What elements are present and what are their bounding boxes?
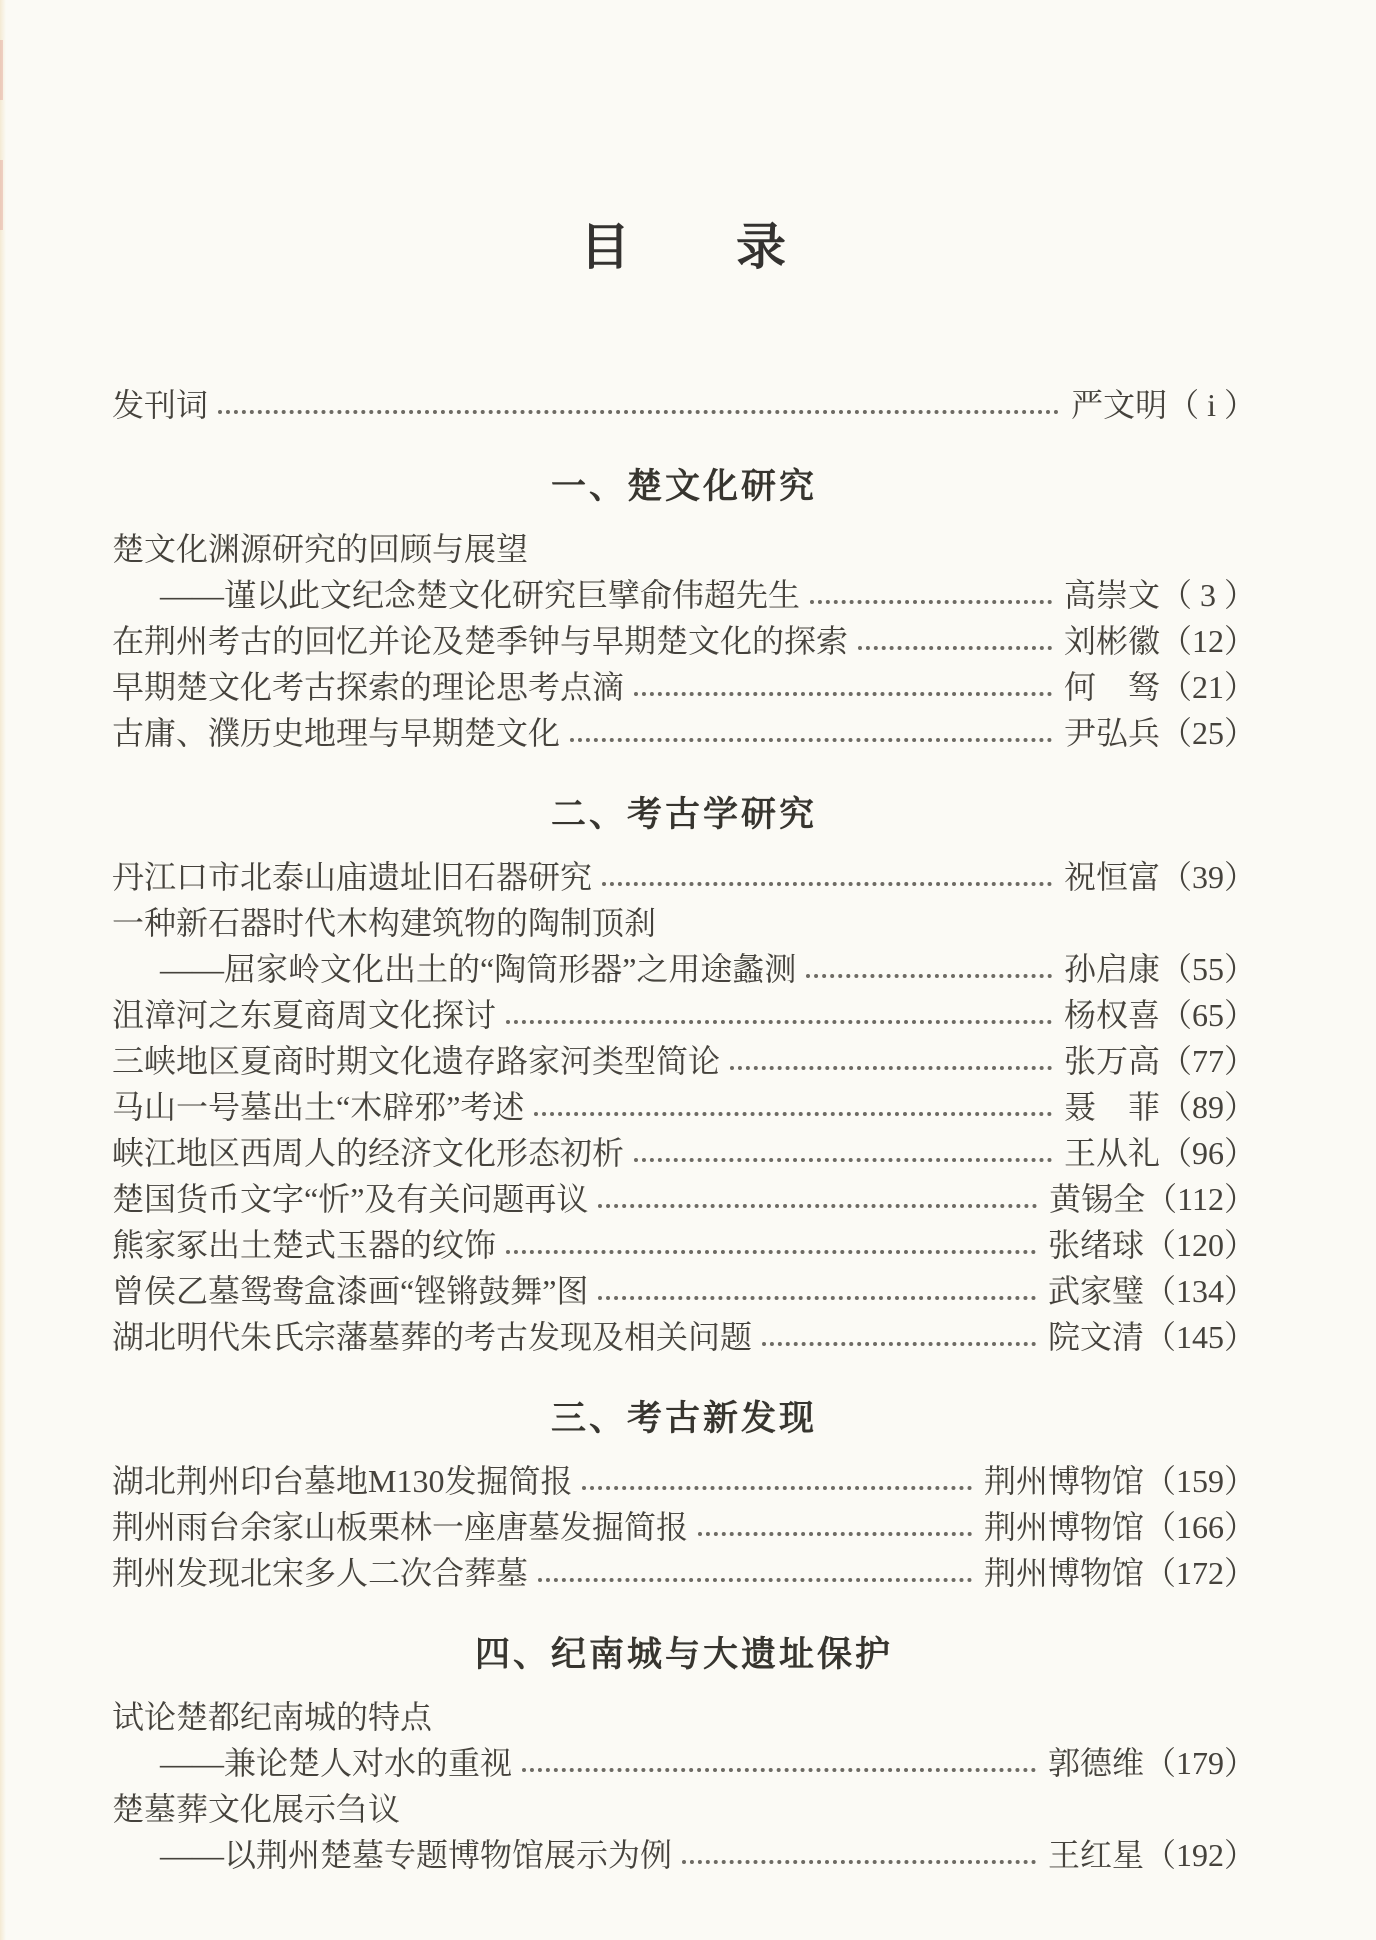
entry-title: 楚墓葬文化展示刍议 <box>112 1791 401 1827</box>
toc-entry-row <box>112 1174 1256 1220</box>
entry-author-page: 院文清（145） <box>1047 1319 1256 1355</box>
dot-leader <box>598 1204 1037 1208</box>
section-heading: 四、纪南城与大遗址保护 <box>474 1635 893 1674</box>
entry-title: 沮漳河之东夏商周文化探讨 <box>112 997 497 1033</box>
entry-author-page: 荆州博物馆（159） <box>983 1463 1256 1499</box>
toc-entry-row <box>112 1036 1256 1082</box>
dot-leader <box>634 1158 1052 1162</box>
entry-author-page: 何 驽（21） <box>1063 669 1256 705</box>
entry-title: 丹江口市北泰山庙遗址旧石器研究 <box>112 859 593 895</box>
dot-leader <box>602 882 1052 886</box>
toc-entry-row <box>112 1220 1256 1266</box>
entry-subtitle: ——以荆州楚墓专题博物馆展示为例 <box>160 1837 673 1873</box>
dot-leader <box>506 1020 1052 1024</box>
dot-leader <box>858 646 1052 650</box>
dot-leader <box>506 1250 1036 1254</box>
toc-entry-row <box>112 1692 1256 1738</box>
entry-title: 荆州发现北宋多人二次合葬墓 <box>112 1555 529 1591</box>
entry-title: 荆州雨台余家山板栗林一座唐墓发掘简报 <box>112 1509 689 1545</box>
entry-title: 熊家冢出土楚式玉器的纹饰 <box>112 1227 497 1263</box>
dot-leader <box>762 1342 1036 1346</box>
dot-leader <box>598 1296 1036 1300</box>
entry-author-page: 荆州博物馆（172） <box>983 1555 1256 1591</box>
toc-entry-row <box>112 1738 1256 1784</box>
toc-entry-row <box>112 662 1256 708</box>
entry-title: 峡江地区西周人的经济文化形态初析 <box>112 1135 625 1171</box>
section-heading: 二、考古学研究 <box>550 795 817 834</box>
entry-title: 发刊词 <box>112 387 209 423</box>
toc-list <box>112 380 1256 1876</box>
entry-author-page: 尹弘兵（25） <box>1063 715 1256 751</box>
entry-author-page: 王从礼（96） <box>1063 1135 1256 1171</box>
dot-leader <box>522 1768 1036 1772</box>
toc-entry-row <box>112 1548 1256 1594</box>
entry-author-page: 祝恒富（39） <box>1063 859 1256 895</box>
page-title: 目 录 <box>580 219 788 275</box>
entry-author-page: 严文明（ i ） <box>1071 387 1256 423</box>
toc-entry-row <box>112 1502 1256 1548</box>
entry-title: 一种新石器时代木构建筑物的陶制顶刹 <box>112 905 657 941</box>
toc-entry-row <box>112 1830 1256 1876</box>
dot-leader <box>534 1112 1052 1116</box>
entry-author-page: 武家璧（134） <box>1047 1273 1256 1309</box>
entry-subtitle: ——屈家岭文化出土的“陶筒形器”之用途蠡测 <box>160 951 797 987</box>
toc-entry-row <box>112 708 1256 754</box>
dot-leader <box>730 1066 1052 1070</box>
entry-subtitle: ——谨以此文纪念楚文化研究巨擘俞伟超先生 <box>160 577 801 613</box>
scan-edge-mark <box>0 160 3 230</box>
section-heading: 一、楚文化研究 <box>550 467 817 506</box>
toc-entry-row <box>112 616 1256 662</box>
toc-entry-row <box>112 852 1256 898</box>
dot-leader <box>682 1860 1036 1864</box>
toc-entry-preface <box>112 380 1256 426</box>
dot-leader <box>570 738 1052 742</box>
entry-subtitle: ——兼论楚人对水的重视 <box>160 1745 513 1781</box>
section-heading: 三、考古新发现 <box>550 1399 817 1438</box>
entry-author-page: 张绪球（120） <box>1047 1227 1256 1263</box>
entry-author-page: 荆州博物馆（166） <box>983 1509 1256 1545</box>
entry-author-page: 孙启康（55） <box>1063 951 1256 987</box>
scan-edge-mark <box>0 40 3 100</box>
entry-author-page: 刘彬徽（12） <box>1063 623 1256 659</box>
entry-title: 楚文化渊源研究的回顾与展望 <box>112 531 529 567</box>
entry-title: 古庸、濮历史地理与早期楚文化 <box>112 715 561 751</box>
toc-entry-row <box>112 1456 1256 1502</box>
toc-entry-row <box>112 524 1256 570</box>
dot-leader <box>582 1486 972 1490</box>
toc-entry-row <box>112 898 1256 944</box>
entry-title: 湖北明代朱氏宗藩墓葬的考古发现及相关问题 <box>112 1319 753 1355</box>
entry-author-page: 杨权喜（65） <box>1063 997 1256 1033</box>
dot-leader <box>810 600 1052 604</box>
dot-leader <box>698 1532 972 1536</box>
dot-leader <box>218 410 1059 414</box>
toc-entry-row <box>112 944 1256 990</box>
entry-title: 湖北荆州印台墓地M130发掘简报 <box>112 1463 573 1499</box>
entry-title: 在荆州考古的回忆并论及楚季钟与早期楚文化的探索 <box>112 623 849 659</box>
entry-author-page: 高崇文（ 3 ） <box>1063 577 1256 613</box>
toc-entry-row <box>112 990 1256 1036</box>
dot-leader <box>806 974 1052 978</box>
toc-sections <box>112 466 1256 1876</box>
entry-title: 马山一号墓出土“木辟邪”考述 <box>112 1089 525 1125</box>
entry-author-page: 王红星（192） <box>1047 1837 1256 1873</box>
dot-leader <box>538 1578 972 1582</box>
toc-entry-row <box>112 570 1256 616</box>
toc-entry-row <box>112 1082 1256 1128</box>
entry-title: 楚国货币文字“忻”及有关问题再议 <box>112 1181 589 1217</box>
entry-title: 试论楚都纪南城的特点 <box>112 1699 433 1735</box>
entry-title: 早期楚文化考古探索的理论思考点滴 <box>112 669 625 705</box>
entry-author-page: 张万高（77） <box>1063 1043 1256 1079</box>
entry-author-page: 聂 菲（89） <box>1063 1089 1256 1125</box>
toc-entry-row <box>112 1784 1256 1830</box>
dot-leader <box>634 692 1052 696</box>
page-left-edge <box>0 0 6 1940</box>
toc-entry-row <box>112 1266 1256 1312</box>
toc-entry-row <box>112 1312 1256 1358</box>
entry-title: 曾侯乙墓鸳鸯盒漆画“铿锵鼓舞”图 <box>112 1273 589 1309</box>
entry-author-page: 黄锡全（112） <box>1049 1181 1256 1217</box>
toc-entry-row <box>112 1128 1256 1174</box>
entry-title: 三峡地区夏商时期文化遗存路家河类型简论 <box>112 1043 721 1079</box>
entry-author-page: 郭德维（179） <box>1047 1745 1256 1781</box>
